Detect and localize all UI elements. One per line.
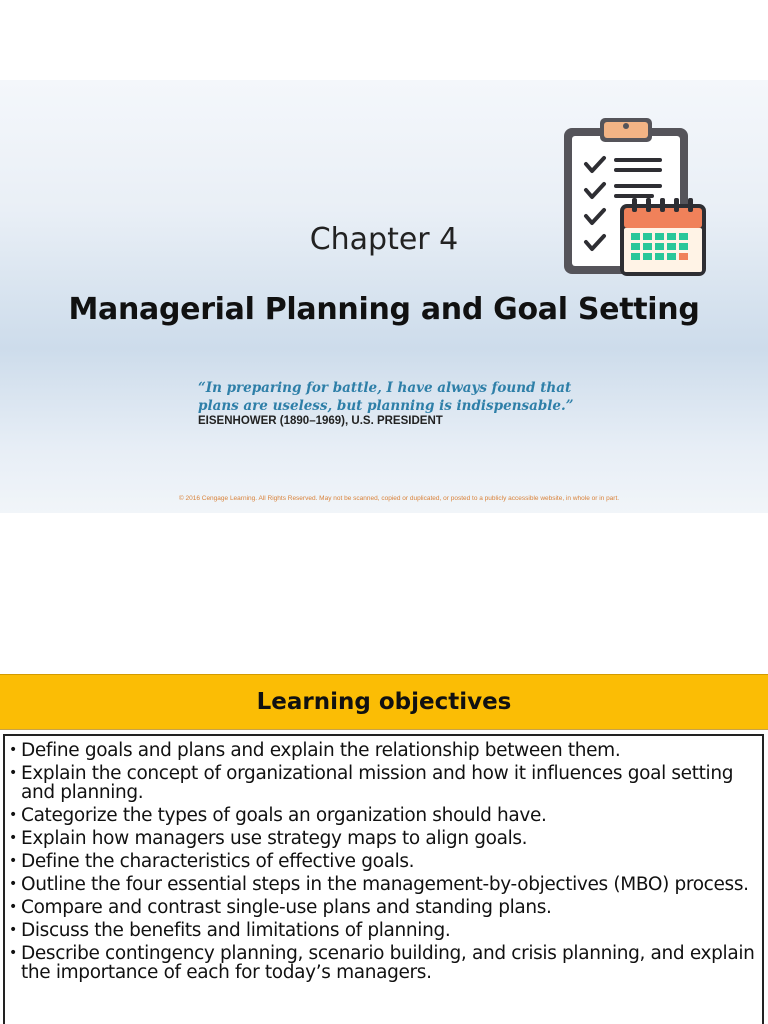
bullet-icon: •	[9, 807, 17, 823]
objective-item: • Outline the four essential steps in the management-by-objectives (MBO) process.	[9, 874, 749, 895]
bullet-icon: •	[9, 830, 17, 846]
clipboard-checklist-calendar-icon	[556, 112, 712, 280]
objectives-list	[5, 736, 762, 982]
objectives-header	[0, 674, 768, 730]
bullet-icon: •	[9, 742, 17, 758]
objective-item: • Discuss the benefits and limitations of planning.	[9, 920, 451, 941]
quote-author: EISENHOWER (1890–1969), U.S. PRESIDENT	[198, 415, 443, 427]
slide-title: Managerial Planning and Goal Setting	[68, 292, 700, 327]
bullet-icon: •	[9, 922, 17, 938]
objective-item: • Define goals and plans and explain the relationship between them.	[9, 740, 621, 761]
objective-item: • Define the characteristics of effective goals.	[9, 851, 415, 872]
bullet-icon: •	[9, 899, 17, 915]
objective-item: • Describe contingency planning, scenario building, and crisis planning, and explain the importance of each for today’s managers.	[9, 943, 755, 983]
bullet-icon: •	[9, 945, 17, 961]
quote-line-1: “In preparing for battle, I have always found that	[198, 380, 572, 396]
copyright-notice: © 2016 Cengage Learning. All Rights Reserved. May not be scanned, copied or duplicated, or posted to a publicly accessible website, in whole or in part.	[178, 495, 620, 502]
objective-item: • Compare and contrast single-use plans and standing plans.	[9, 897, 552, 918]
quote	[198, 379, 598, 415]
objectives-box	[3, 734, 764, 1024]
title-slide	[0, 80, 768, 513]
bullet-icon: •	[9, 853, 17, 869]
chapter-label: Chapter 4	[309, 222, 459, 257]
bullet-icon: •	[9, 876, 17, 892]
learning-objectives-slide	[0, 674, 768, 1024]
objective-item: • Explain the concept of organizational mission and how it influences goal setting and planning.	[9, 763, 734, 803]
quote-line-2: plans are useless, but planning is indispensable.”	[198, 398, 574, 414]
bullet-icon: •	[9, 765, 17, 781]
objective-item: • Categorize the types of goals an organization should have.	[9, 805, 547, 826]
objectives-heading: Learning objectives	[256, 689, 512, 715]
objective-item: • Explain how managers use strategy maps to align goals.	[9, 828, 528, 849]
